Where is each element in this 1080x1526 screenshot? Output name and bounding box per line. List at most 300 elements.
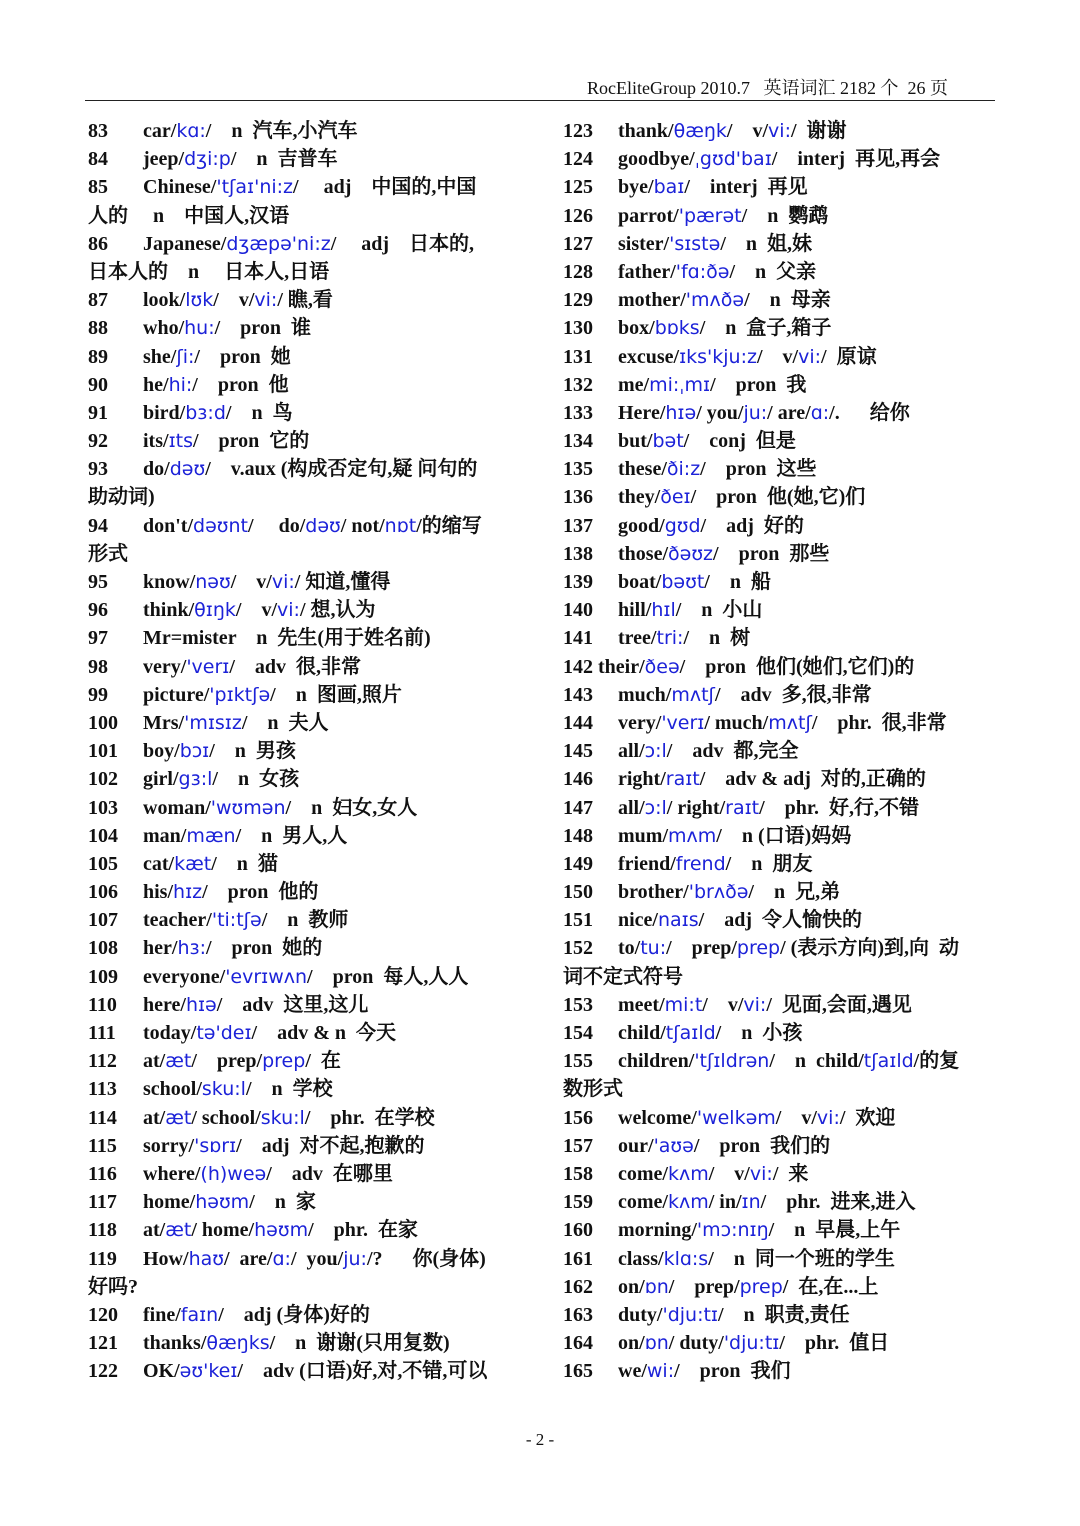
phonetic-transcription: ɑ:	[272, 1247, 291, 1270]
entry-number: 148	[563, 824, 593, 847]
entry-text: hill/	[618, 599, 652, 622]
entry-text: tree/	[618, 627, 657, 650]
entry-number: 93	[88, 458, 108, 481]
entry-text: / n 汽车,小汽车	[205, 120, 358, 142]
vocab-entry	[563, 1216, 1003, 1244]
entry-number: 150	[563, 881, 593, 904]
entry-text: goodbye/	[618, 148, 695, 171]
entry-text: / n 母亲	[744, 289, 831, 312]
vocab-entry	[563, 512, 1003, 540]
entry-text: / pron 我们	[674, 1360, 791, 1383]
phonetic-transcription: mʌtʃ	[671, 683, 715, 706]
vocab-entry	[88, 765, 528, 793]
vocab-entry	[563, 1301, 1003, 1329]
entry-text: boat/	[618, 571, 662, 593]
phonetic-transcription: wi:	[646, 1360, 675, 1383]
entry-number: 138	[563, 542, 593, 565]
phonetic-transcription: 'aʊə	[653, 1134, 694, 1157]
entry-text: / v/	[702, 993, 744, 1016]
entry-text: / not/	[340, 514, 385, 537]
entry-number: 121	[88, 1332, 118, 1355]
entry-text: meet/	[618, 993, 665, 1016]
entry-text: on/	[618, 1275, 645, 1298]
entry-number: 114	[88, 1106, 117, 1129]
vocab-entry	[563, 427, 1003, 455]
phonetic-transcription: 'welkəm	[696, 1106, 776, 1129]
phonetic-transcription: hɪz	[173, 881, 203, 904]
entry-number: 157	[563, 1134, 593, 1157]
entry-text: / prep/	[666, 937, 737, 960]
phonetic-transcription: bɜ:d	[185, 401, 226, 424]
entry-text: / phr. 值日	[779, 1332, 890, 1355]
phonetic-transcription: vi:	[743, 993, 767, 1016]
vocab-entry	[563, 737, 1003, 765]
phonetic-transcription: vi:	[277, 599, 300, 622]
entry-number: 154	[563, 1022, 593, 1044]
entry-number: 133	[563, 401, 593, 424]
header-divider	[85, 100, 995, 101]
phonetic-transcription: kæt	[174, 852, 212, 875]
entry-text: very/	[618, 711, 662, 734]
entry-text: he/	[143, 373, 169, 396]
entry-text: / 在,在...上	[782, 1275, 879, 1298]
entry-text: / n 学校	[245, 1078, 333, 1101]
vocab-entry	[563, 314, 1003, 342]
vocab-entry	[88, 737, 528, 765]
entry-number: 96	[88, 599, 108, 622]
phonetic-transcription: bət	[652, 430, 684, 453]
entry-number: 131	[563, 345, 593, 368]
phonetic-transcription: ˌgʊd'baɪ	[694, 148, 772, 171]
entry-text: / 来	[772, 1162, 809, 1185]
entry-text: me/	[618, 373, 650, 396]
entry-text: / adj 中国的,中国	[293, 176, 477, 199]
entry-text: / n 妇女,女人	[285, 796, 418, 819]
entry-text: boy/	[143, 740, 180, 763]
phonetic-transcription: ðəʊz	[668, 542, 714, 565]
entry-text: / phr. 在学校	[304, 1106, 435, 1129]
phonetic-transcription: θæŋks	[206, 1332, 270, 1355]
vocab-entry	[563, 1160, 1003, 1188]
entry-text: right/	[618, 768, 666, 791]
entry-text: man/	[143, 824, 187, 847]
entry-text: Mrs/	[143, 711, 185, 734]
phonetic-transcription: mi:ˌmɪ	[649, 373, 711, 396]
entry-text: Japanese/	[143, 232, 227, 255]
phonetic-transcription: 'brʌðə	[688, 881, 749, 904]
entry-number: 85	[88, 176, 108, 199]
entry-text: to/	[618, 937, 641, 960]
phonetic-transcription: 'verɪ	[661, 711, 705, 734]
phonetic-transcription: vi:	[798, 345, 822, 368]
entry-number: 137	[563, 514, 593, 537]
entry-text: /. 给你	[829, 401, 910, 424]
entry-text: / v/	[775, 1106, 817, 1129]
entry-number: 145	[563, 740, 593, 763]
entry-number: 109	[88, 965, 118, 988]
phonetic-transcription: dəʊnt	[193, 514, 249, 537]
entry-text: / phr. 很,非常	[811, 711, 947, 734]
entry-text: who/	[143, 317, 185, 340]
vocab-entry	[563, 653, 1003, 681]
vocab-entry	[563, 906, 1003, 934]
entry-text: mum/	[618, 824, 668, 847]
vocab-entry	[563, 1245, 1003, 1273]
entry-text: / adv 很,非常	[229, 655, 362, 678]
vocab-entry	[88, 653, 528, 681]
phonetic-transcription: sku:l	[260, 1106, 305, 1129]
entry-text: / pron 它的	[192, 430, 310, 453]
entry-number: 158	[563, 1162, 593, 1185]
phonetic-transcription: ju:	[743, 401, 768, 424]
entry-text: teacher/	[143, 909, 212, 932]
entry-text: / do/	[248, 514, 306, 537]
entry-text: / n 父亲	[729, 260, 817, 283]
entry-text: / n 树	[683, 627, 751, 650]
phonetic-transcription: 'dju:tɪ	[723, 1332, 780, 1355]
entry-text: / adj (身体)好的	[218, 1303, 370, 1326]
phonetic-transcription: hu:	[184, 317, 215, 340]
entry-text: nice/	[618, 909, 658, 932]
phonetic-transcription: ɔ:l	[644, 796, 667, 819]
vocab-entry	[563, 145, 1003, 173]
entry-number: 125	[563, 176, 593, 199]
phonetic-transcription: mi:t	[664, 993, 703, 1016]
entry-text: / n 职责,责任	[717, 1303, 850, 1326]
entry-text: / n 鸟	[225, 401, 293, 424]
vocab-entry	[88, 681, 528, 709]
vocab-entry	[563, 230, 1003, 258]
entry-text: / adj 令人愉快的	[698, 909, 862, 932]
vocab-entry	[88, 145, 528, 173]
entry-number: 118	[88, 1219, 117, 1242]
entry-text: / are/	[767, 401, 811, 424]
vocab-entry	[88, 709, 528, 737]
entry-text: / you/	[290, 1247, 344, 1270]
vocab-entry	[88, 1104, 528, 1132]
vocab-entry	[88, 568, 528, 596]
vocab-entry	[563, 934, 1003, 962]
phonetic-transcription: mʌm	[668, 824, 717, 847]
vocab-entry	[563, 1357, 1003, 1385]
entry-text: / n 早晨,上午	[768, 1219, 901, 1242]
phonetic-transcription: hi:	[168, 373, 193, 396]
entry-text: / n 家	[249, 1191, 316, 1214]
phonetic-transcription: mʌtʃ	[768, 711, 812, 734]
phonetic-transcription: ɔ:l	[644, 740, 667, 763]
phonetic-transcription: tʃaɪld	[863, 1050, 914, 1073]
phonetic-transcription: 'tʃaɪ'ni:z	[216, 176, 294, 199]
entry-text: bird/	[143, 401, 186, 424]
entry-text: cat/	[143, 852, 175, 875]
vocab-entry	[563, 1273, 1003, 1301]
entry-text: / v/	[230, 571, 272, 593]
vocab-entry	[88, 934, 528, 962]
phonetic-transcription: ðeə	[644, 655, 680, 678]
phonetic-transcription: hɪə	[665, 401, 697, 424]
entry-number: 102	[88, 768, 118, 791]
entry-number: 91	[88, 401, 108, 424]
entry-text: sister/	[618, 232, 670, 255]
vocab-entry	[88, 991, 528, 1019]
entry-text: mother/	[618, 289, 686, 312]
vocab-entry	[563, 1019, 1003, 1047]
entry-text: / duty/	[668, 1332, 724, 1355]
entry-text: at/	[143, 1050, 166, 1073]
entry-text: come/	[618, 1191, 668, 1214]
phonetic-transcription: vi:	[271, 571, 295, 593]
entry-number: 115	[88, 1134, 117, 1157]
entry-number: 113	[88, 1078, 117, 1101]
entry-number: 147	[563, 796, 593, 819]
entry-text: where/	[143, 1162, 201, 1185]
entry-number: 111	[88, 1022, 116, 1044]
vocab-entry	[88, 399, 528, 427]
entry-number: 95	[88, 571, 108, 593]
vocab-entry	[88, 343, 528, 371]
phonetic-transcription: 'pærət	[678, 204, 742, 227]
phonetic-transcription: ɒn	[644, 1275, 669, 1298]
entry-text: parrot/	[618, 204, 679, 227]
vocab-entry	[88, 850, 528, 878]
entry-text: / v/	[726, 120, 769, 142]
vocab-entry	[563, 1132, 1003, 1160]
phonetic-transcription: 'mʌðə	[685, 289, 745, 312]
entry-text: / adv 这里,这儿	[216, 993, 369, 1016]
entry-number: 104	[88, 824, 118, 847]
entry-text: her/	[143, 937, 178, 960]
entry-text: Mr=mister n 先生(用于姓名前)	[143, 627, 431, 650]
entry-number: 120	[88, 1303, 118, 1326]
entry-number: 161	[563, 1247, 593, 1270]
entry-text: on/	[618, 1332, 645, 1355]
phonetic-transcription: prep	[736, 937, 781, 960]
phonetic-transcription: 'tʃɪldrən	[694, 1050, 770, 1073]
entry-number: 129	[563, 289, 593, 312]
entry-text: How/	[143, 1247, 189, 1270]
entry-text: / pron 谁	[214, 317, 311, 340]
entry-text: / n 吉普车	[230, 148, 338, 171]
entry-number: 146	[563, 768, 593, 791]
vocab-entry	[563, 681, 1003, 709]
phonetic-transcription: tri:	[656, 627, 684, 650]
entry-text: / v/	[213, 289, 255, 312]
entry-text: / n 船	[704, 571, 771, 593]
entry-text: / 原谅	[821, 345, 877, 368]
phonetic-transcription: nəʊ	[195, 571, 231, 593]
phonetic-transcription: ɪts	[168, 430, 193, 453]
vocab-entry	[88, 512, 528, 540]
vocab-entry-continuation: 词不定式符号	[563, 965, 683, 988]
entry-number: 163	[563, 1303, 593, 1326]
entry-number: 117	[88, 1191, 117, 1214]
phonetic-transcription: 'sɒrɪ	[194, 1134, 237, 1157]
vocab-entry-continuation: 人的 n 中国人,汉语	[88, 204, 290, 227]
vocabulary-column-right	[563, 117, 1003, 1385]
phonetic-transcription: prep	[262, 1050, 306, 1073]
entry-text: OK/	[143, 1360, 180, 1383]
vocab-entry	[88, 596, 528, 624]
vocab-entry	[563, 1329, 1003, 1357]
entry-text: / n 兄,弟	[748, 881, 841, 904]
entry-number: 153	[563, 993, 593, 1016]
entry-number: 105	[88, 852, 118, 875]
phonetic-transcription: ðeɪ	[660, 486, 691, 509]
entry-number: 84	[88, 148, 108, 171]
entry-number: 130	[563, 317, 593, 340]
phonetic-transcription: 'ti:tʃə	[211, 909, 262, 932]
vocab-entry	[563, 878, 1003, 906]
entry-text: / pron 他(她,它)们	[690, 486, 866, 509]
entry-text: / conj 但是	[683, 430, 796, 453]
entry-text: /的复	[913, 1050, 960, 1073]
entry-text: picture/	[143, 683, 210, 706]
entry-number: 98	[88, 655, 108, 678]
entry-text: at/	[143, 1219, 166, 1242]
entry-text: / pron 她的	[205, 937, 323, 960]
phonetic-transcription: kɑ:	[176, 120, 206, 142]
entry-number: 108	[88, 937, 118, 960]
entry-text: here/	[143, 993, 186, 1016]
entry-text: sorry/	[143, 1134, 195, 1157]
phonetic-transcription: θæŋk	[673, 120, 727, 142]
phonetic-transcription: prep	[739, 1275, 783, 1298]
entry-number: 116	[88, 1162, 117, 1185]
phonetic-transcription: hɜ:	[177, 937, 206, 960]
vocab-entry-continuation: 好吗?	[88, 1275, 138, 1298]
vocab-entry	[563, 455, 1003, 483]
entry-text: / n 鹦鹉	[741, 204, 829, 227]
entry-number: 126	[563, 204, 593, 227]
entry-text: / adv 多,很,非常	[714, 683, 872, 706]
entry-text: / pron 那些	[713, 542, 830, 565]
entry-text: / adv 在哪里	[266, 1162, 393, 1185]
entry-text: all/	[618, 740, 645, 763]
phonetic-transcription: sku:l	[201, 1078, 246, 1101]
vocab-entry	[88, 1216, 528, 1244]
vocab-entry	[88, 1160, 528, 1188]
vocab-entry	[88, 1188, 528, 1216]
entry-text: / n 朋友	[725, 852, 813, 875]
phonetic-transcription: kʌm	[667, 1191, 709, 1214]
entry-text: / v/	[235, 599, 278, 622]
phonetic-transcription: 'verɪ	[186, 655, 230, 678]
entry-text: / prep/	[191, 1050, 263, 1073]
vocab-entry	[88, 1047, 528, 1075]
vocab-entry	[88, 1075, 528, 1103]
entry-text: / pron 她	[194, 345, 291, 368]
phonetic-transcription: ɪks'kju:z	[679, 345, 757, 368]
entry-text: / n 图画,照片	[270, 683, 402, 706]
vocab-entry	[563, 1188, 1003, 1216]
entry-number: 89	[88, 345, 108, 368]
entry-number: 162	[563, 1275, 593, 1298]
phonetic-transcription: gɜ:l	[178, 768, 213, 791]
vocab-entry	[563, 258, 1003, 286]
phonetic-transcription: faɪn	[180, 1303, 219, 1326]
phonetic-transcription: klɑ:s	[663, 1247, 709, 1270]
vocab-entry	[563, 483, 1003, 511]
entry-text: / 欢迎	[839, 1106, 896, 1129]
entry-text: woman/	[143, 796, 211, 819]
entry-text: /的缩写	[416, 514, 482, 537]
entry-text: / n 猫	[211, 852, 278, 875]
vocab-entry	[88, 1132, 528, 1160]
entry-text: child/	[618, 1022, 666, 1044]
vocab-entry	[563, 1104, 1003, 1132]
entry-text: class/	[618, 1247, 664, 1270]
entry-text: his/	[143, 881, 174, 904]
vocab-entry	[563, 568, 1003, 596]
entry-number: 128	[563, 260, 593, 283]
entry-text: brother/	[618, 881, 689, 904]
entry-number: 119	[88, 1247, 117, 1270]
phonetic-transcription: gʊd	[664, 514, 701, 537]
entry-text: / pron 每人,人人	[307, 965, 469, 988]
vocab-entry-continuation: 形式	[88, 542, 128, 565]
entry-text: / n 男人,人	[235, 824, 348, 847]
entry-text: / v/	[708, 1162, 750, 1185]
entry-text: / n 小山	[675, 599, 763, 622]
vocab-entry	[563, 765, 1003, 793]
vocab-entry	[88, 314, 528, 342]
phonetic-transcription: æt	[165, 1106, 192, 1129]
entry-text: / 谢谢	[790, 120, 847, 142]
phonetic-transcription: əʊ'keɪ	[179, 1360, 238, 1383]
entry-text: good/	[618, 514, 665, 537]
entry-text: / interj 再见	[684, 176, 808, 199]
entry-text: school/	[143, 1078, 202, 1101]
entry-text: / school/	[191, 1106, 261, 1129]
vocab-entry	[563, 202, 1003, 230]
phonetic-transcription: ju:	[343, 1247, 367, 1270]
entry-text: all/	[618, 796, 645, 819]
phonetic-transcription: ʃi:	[176, 345, 195, 368]
vocab-entry	[88, 230, 528, 258]
entry-text: / adv & adj 对的,正确的	[699, 768, 926, 791]
entry-text: / n child/	[769, 1050, 864, 1073]
phonetic-transcription: tə'deɪ	[196, 1022, 252, 1044]
entry-number: 110	[88, 993, 117, 1016]
entry-text: /? 你(身体)	[366, 1247, 486, 1270]
entry-text: these/	[618, 458, 667, 481]
entry-number: 141	[563, 627, 593, 650]
entry-number: 92	[88, 430, 108, 453]
phonetic-transcription: 'mɪsɪz	[184, 711, 242, 734]
entry-number: 127	[563, 232, 593, 255]
vocab-entry	[563, 624, 1003, 652]
phonetic-transcription: naɪs	[658, 909, 699, 932]
phonetic-transcription: baɪ	[653, 176, 685, 199]
phonetic-transcription: mæn	[186, 824, 236, 847]
vocab-entry-continuation: 日本人的 n 日本人,日语	[88, 260, 330, 283]
entry-text: children/	[618, 1050, 695, 1073]
phonetic-transcription: ɪn	[741, 1191, 761, 1214]
phonetic-transcription: tu:	[640, 937, 667, 960]
entry-text: / v.aux (构成否定句,疑 问句的	[205, 458, 478, 481]
entry-number: 107	[88, 909, 118, 932]
entry-number: 86	[88, 232, 108, 255]
entry-text: thank/	[618, 120, 674, 142]
entry-text: father/	[618, 260, 676, 283]
phonetic-transcription: (h)weə	[200, 1162, 267, 1185]
entry-text: those/	[618, 542, 668, 565]
entry-number: 99	[88, 683, 108, 706]
vocab-entry	[88, 1329, 528, 1357]
entry-number: 155	[563, 1050, 593, 1073]
vocab-entry	[563, 822, 1003, 850]
entry-text: / adv (口语)好,对,不错,可以	[237, 1360, 488, 1383]
